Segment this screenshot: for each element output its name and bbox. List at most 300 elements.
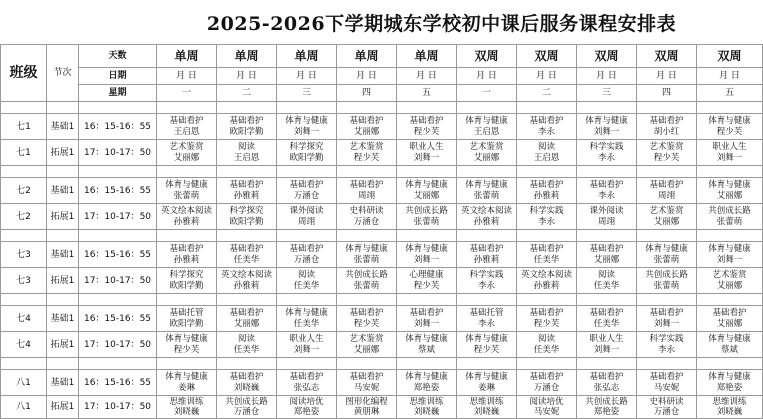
course-name: 基础看护 (409, 308, 444, 318)
weekday-2: 二 (217, 85, 277, 102)
teacher-name: 任美华 (233, 344, 260, 355)
schedule-row (1, 140, 763, 166)
course-name: 阅读 (237, 334, 255, 344)
spacer-cell (157, 294, 217, 306)
course-cell (457, 242, 517, 268)
course-name: 基础看护 (529, 308, 564, 318)
schedule-row (1, 204, 763, 230)
teacher-name: 艾丽娜 (716, 280, 743, 291)
course-name: 艺术鉴赏 (349, 334, 384, 344)
teacher-name: 王启恩 (533, 152, 560, 163)
spacer-cell (47, 294, 79, 306)
teacher-name: 程少芙 (353, 318, 380, 329)
course-cell (457, 370, 517, 396)
spacer-cell (697, 102, 763, 114)
course-cell (157, 268, 217, 294)
weekday-8: 三 (577, 85, 637, 102)
course-cell (157, 114, 217, 140)
teacher-name: 任美华 (533, 344, 560, 355)
spacer-cell (79, 102, 157, 114)
teacher-name: 任美华 (593, 318, 620, 329)
spacer-cell (397, 230, 457, 242)
course-name: 思维训练 (712, 396, 747, 407)
teacher-name: 周翊 (297, 216, 315, 227)
course-name: 史料研读 (349, 206, 384, 216)
date-5: 月 日 (397, 68, 457, 85)
weekday-6: 一 (457, 85, 517, 102)
spacer-cell (517, 230, 577, 242)
group-spacer (1, 166, 763, 178)
course-cell (637, 268, 697, 294)
teacher-name: 张弘志 (593, 382, 620, 393)
course-name: 基础托管 (469, 308, 504, 318)
course-cell (697, 332, 763, 358)
course-name: 体育与健康 (708, 116, 751, 126)
course-cell (517, 242, 577, 268)
weekday-10: 五 (697, 85, 763, 102)
course-name: 基础看护 (289, 244, 324, 254)
group-spacer (1, 294, 763, 306)
teacher-name: 张蕾萌 (173, 190, 200, 201)
course-cell (517, 140, 577, 166)
teacher-name: 程少芙 (173, 344, 200, 355)
course-cell (457, 306, 517, 332)
teacher-name: 艾丽娜 (593, 254, 620, 265)
course-name: 体育与健康 (465, 180, 508, 190)
teacher-name: 程少芙 (716, 126, 743, 137)
teacher-name: 孙雅莉 (233, 190, 260, 201)
teacher-name: 郑艳姿 (716, 382, 743, 393)
spacer-cell (397, 102, 457, 114)
week-type-9: 双周 (637, 45, 697, 68)
course-name: 艺术鉴赏 (349, 142, 384, 152)
course-name: 科学实践 (589, 142, 624, 152)
time-range: 16：15-16：55 (79, 114, 157, 140)
course-cell (637, 242, 697, 268)
course-cell (397, 306, 457, 332)
teacher-name: 欧阳学勤 (289, 152, 324, 163)
course-cell (337, 140, 397, 166)
teacher-name: 刘舞一 (293, 126, 320, 137)
course-name: 基础看护 (589, 308, 624, 318)
course-cell (637, 114, 697, 140)
period-header: 节次 (47, 45, 79, 102)
course-cell (277, 396, 337, 419)
spacer-cell (457, 166, 517, 178)
spacer-cell (337, 294, 397, 306)
teacher-name: 程少芙 (473, 344, 500, 355)
teacher-name: 李永 (477, 318, 495, 329)
course-name: 体育与健康 (585, 116, 628, 126)
course-name: 体育与健康 (165, 334, 208, 344)
course-name: 史料研读 (649, 396, 684, 407)
course-name: 基础看护 (349, 116, 384, 126)
teacher-name: 欧阳学勤 (169, 318, 204, 329)
course-cell (637, 396, 697, 419)
course-name: 基础看护 (229, 244, 264, 254)
weekday-5: 五 (397, 85, 457, 102)
course-name: 共创成长路 (708, 206, 751, 216)
teacher-name: 任美华 (293, 318, 320, 329)
course-name: 艺术鉴赏 (169, 142, 204, 152)
course-cell (157, 332, 217, 358)
spacer-cell (79, 166, 157, 178)
course-cell (277, 114, 337, 140)
course-name: 科学实践 (529, 206, 564, 216)
weekday-3: 三 (277, 85, 337, 102)
spacer-cell (1, 230, 47, 242)
course-name: 体育与健康 (165, 180, 208, 190)
teacher-name: 张蕾萌 (653, 254, 680, 265)
teacher-name: 郑艳姿 (293, 407, 320, 417)
spacer-cell (217, 294, 277, 306)
spacer-cell (337, 230, 397, 242)
course-cell (277, 140, 337, 166)
teacher-name: 万涵仓 (233, 407, 260, 417)
course-cell (517, 306, 577, 332)
class-name: 七3 (1, 242, 47, 268)
teacher-name: 艾丽娜 (173, 152, 200, 163)
teacher-name: 李永 (597, 190, 615, 201)
time-range: 17：10-17：50 (79, 396, 157, 419)
spacer-cell (577, 358, 637, 370)
course-cell (697, 306, 763, 332)
spacer-cell (637, 358, 697, 370)
course-cell (397, 396, 457, 419)
course-cell (397, 204, 457, 230)
course-cell (217, 306, 277, 332)
spacer-cell (637, 166, 697, 178)
course-cell (337, 306, 397, 332)
class-name: 七3 (1, 268, 47, 294)
spacer-cell (157, 166, 217, 178)
week-type-5: 单周 (397, 45, 457, 68)
teacher-name: 孙雅莉 (173, 216, 200, 227)
course-name: 基础托管 (169, 308, 204, 318)
course-name: 职业人生 (712, 142, 747, 152)
course-name: 基础看护 (529, 244, 564, 254)
class-name: 七2 (1, 178, 47, 204)
date-4: 月 日 (337, 68, 397, 85)
course-cell (397, 178, 457, 204)
spacer-cell (217, 230, 277, 242)
course-name: 阅读培优 (289, 396, 324, 407)
teacher-name: 李永 (597, 152, 615, 163)
course-cell (457, 332, 517, 358)
course-name: 体育与健康 (708, 334, 751, 344)
course-cell (697, 268, 763, 294)
course-name: 科学实践 (469, 270, 504, 280)
teacher-name: 万涵仓 (353, 216, 380, 227)
teacher-name: 马安妮 (353, 382, 380, 393)
course-name: 基础看护 (469, 244, 504, 254)
week-type-6: 双周 (457, 45, 517, 68)
course-name: 科学探究 (289, 142, 324, 152)
course-cell (577, 332, 637, 358)
spacer-cell (457, 102, 517, 114)
course-name: 思维训练 (409, 396, 444, 407)
spacer-cell (277, 230, 337, 242)
weekday-7: 二 (517, 85, 577, 102)
course-name: 课外阅读 (589, 206, 624, 216)
spacer-cell (457, 358, 517, 370)
course-name: 基础看护 (529, 180, 564, 190)
course-cell (577, 268, 637, 294)
course-cell (397, 268, 457, 294)
course-cell (697, 178, 763, 204)
spacer-cell (217, 102, 277, 114)
course-name: 艺术鉴赏 (649, 142, 684, 152)
course-name: 体育与健康 (708, 180, 751, 190)
course-name: 基础看护 (229, 372, 264, 382)
course-name: 体育与健康 (645, 244, 688, 254)
teacher-name: 万涵仓 (653, 407, 680, 417)
class-name: 七2 (1, 204, 47, 230)
teacher-name: 艾丽娜 (653, 216, 680, 227)
course-name: 基础看护 (649, 308, 684, 318)
course-name: 体育与健康 (465, 334, 508, 344)
course-name: 艺术鉴赏 (649, 206, 684, 216)
course-name: 思维训练 (469, 396, 504, 407)
teacher-name: 欧阳学勤 (229, 216, 264, 227)
course-name: 体育与健康 (708, 372, 751, 382)
teacher-name: 王启恩 (473, 126, 500, 137)
teacher-name: 张弘志 (293, 382, 320, 393)
course-name: 基础看护 (712, 308, 747, 318)
course-cell (337, 268, 397, 294)
spacer-cell (577, 230, 637, 242)
teacher-name: 孙雅莉 (473, 254, 500, 265)
spacer-cell (47, 166, 79, 178)
course-name: 基础看护 (589, 180, 624, 190)
course-cell (277, 268, 337, 294)
class-name: 八1 (1, 396, 47, 419)
teacher-name: 刘舞一 (716, 152, 743, 163)
course-cell (577, 140, 637, 166)
course-name: 艺术鉴赏 (469, 142, 504, 152)
period-name: 基础1 (47, 114, 79, 140)
course-name: 基础看护 (229, 116, 264, 126)
course-cell (217, 204, 277, 230)
course-name: 体育与健康 (285, 308, 328, 318)
course-name: 阅读 (537, 142, 555, 152)
course-cell (457, 140, 517, 166)
spacer-cell (457, 294, 517, 306)
course-cell (277, 306, 337, 332)
teacher-name: 刘舞一 (413, 254, 440, 265)
period-name: 拓展1 (47, 332, 79, 358)
course-name: 基础看护 (169, 244, 204, 254)
teacher-name: 艾丽娜 (353, 344, 380, 355)
spacer-cell (697, 166, 763, 178)
period-name: 拓展1 (47, 396, 79, 419)
week-type-3: 单周 (277, 45, 337, 68)
course-name: 基础看护 (529, 372, 564, 382)
schedule-row (1, 268, 763, 294)
course-name: 基础看护 (229, 308, 264, 318)
teacher-name: 周翊 (357, 190, 375, 201)
time-range: 16：15-16：55 (79, 370, 157, 396)
class-name: 七1 (1, 140, 47, 166)
course-name: 体育与健康 (708, 244, 751, 254)
course-name: 基础看护 (229, 180, 264, 190)
course-cell (277, 370, 337, 396)
date-10: 月 日 (697, 68, 763, 85)
time-range: 17：10-17：50 (79, 268, 157, 294)
course-name: 阅读培优 (529, 396, 564, 407)
course-cell (517, 370, 577, 396)
course-cell (697, 396, 763, 419)
course-name: 阅读 (297, 270, 315, 280)
period-name: 拓展1 (47, 204, 79, 230)
spacer-cell (217, 166, 277, 178)
teacher-name: 姜琳 (477, 382, 495, 393)
course-cell (637, 306, 697, 332)
teacher-name: 刘舞一 (653, 318, 680, 329)
course-cell (637, 332, 697, 358)
course-name: 体育与健康 (405, 244, 448, 254)
teacher-name: 李永 (537, 216, 555, 227)
date-7: 月 日 (517, 68, 577, 85)
course-cell (517, 114, 577, 140)
spacer-cell (517, 294, 577, 306)
course-cell (517, 396, 577, 419)
teacher-name: 万涵仓 (533, 382, 560, 393)
course-cell (397, 370, 457, 396)
course-name: 阅读 (237, 142, 255, 152)
course-cell (697, 242, 763, 268)
course-name: 体育与健康 (405, 334, 448, 344)
course-name: 共创成长路 (405, 206, 448, 216)
date-3: 月 日 (277, 68, 337, 85)
course-name: 科学探究 (229, 206, 264, 216)
course-name: 共创成长路 (645, 270, 688, 280)
course-name: 阅读 (537, 334, 555, 344)
spacer-cell (277, 294, 337, 306)
course-cell (157, 204, 217, 230)
course-cell (157, 178, 217, 204)
course-cell (217, 114, 277, 140)
course-name: 英文绘本阅读 (220, 270, 272, 280)
teacher-name: 艾丽娜 (473, 152, 500, 163)
course-name: 体育与健康 (285, 116, 328, 126)
course-cell (517, 178, 577, 204)
course-cell (337, 114, 397, 140)
weekday-label: 星期 (79, 85, 157, 102)
teacher-name: 刘舞一 (716, 254, 743, 265)
teacher-name: 程少芙 (653, 152, 680, 163)
teacher-name: 艾丽娜 (716, 190, 743, 201)
course-name: 基础看护 (649, 116, 684, 126)
spacer-cell (277, 358, 337, 370)
course-name: 职业人生 (589, 334, 624, 344)
course-name: 基础看护 (589, 244, 624, 254)
course-name: 基础看护 (409, 116, 444, 126)
teacher-name: 张蕾萌 (653, 280, 680, 291)
teacher-name: 李永 (477, 280, 495, 291)
spacer-cell (637, 294, 697, 306)
course-cell (457, 396, 517, 419)
teacher-name: 艾丽娜 (353, 126, 380, 137)
spacer-cell (1, 294, 47, 306)
course-cell (217, 370, 277, 396)
course-name: 职业人生 (289, 334, 324, 344)
weekday-9: 四 (637, 85, 697, 102)
course-cell (337, 204, 397, 230)
course-cell (217, 140, 277, 166)
class-name: 七4 (1, 332, 47, 358)
course-name: 体育与健康 (465, 116, 508, 126)
spacer-cell (79, 230, 157, 242)
spacer-cell (337, 166, 397, 178)
course-name: 科学探究 (169, 270, 204, 280)
course-cell (457, 178, 517, 204)
schedule-row (1, 306, 763, 332)
schedule-row (1, 332, 763, 358)
course-name: 阅读 (597, 270, 615, 280)
course-name: 英文绘本阅读 (460, 206, 512, 216)
spacer-cell (1, 358, 47, 370)
course-cell (217, 178, 277, 204)
spacer-cell (47, 102, 79, 114)
spacer-cell (157, 358, 217, 370)
course-cell (157, 370, 217, 396)
course-name: 科学实践 (649, 334, 684, 344)
course-cell (397, 140, 457, 166)
course-cell (337, 178, 397, 204)
teacher-name: 黄朋琳 (353, 407, 380, 417)
spacer-cell (397, 166, 457, 178)
spacer-cell (577, 102, 637, 114)
schedule-row (1, 178, 763, 204)
course-cell (577, 306, 637, 332)
weekday-row (1, 85, 763, 102)
teacher-name: 艾丽娜 (716, 318, 743, 329)
time-range: 17：10-17：50 (79, 140, 157, 166)
spacer-cell (577, 166, 637, 178)
course-name: 基础看护 (589, 372, 624, 382)
course-cell (637, 370, 697, 396)
spacer-cell (1, 102, 47, 114)
teacher-name: 艾丽娜 (413, 190, 440, 201)
course-cell (697, 140, 763, 166)
course-name: 体育与健康 (345, 244, 388, 254)
course-name: 基础看护 (349, 180, 384, 190)
course-cell (637, 178, 697, 204)
spacer-cell (577, 294, 637, 306)
group-spacer (1, 102, 763, 114)
teacher-name: 姜琳 (177, 382, 195, 393)
course-cell (517, 332, 577, 358)
weekday-1: 一 (157, 85, 217, 102)
course-name: 职业人生 (409, 142, 444, 152)
course-cell (277, 178, 337, 204)
teacher-name: 孙雅莉 (173, 254, 200, 265)
teacher-name: 程少芙 (533, 318, 560, 329)
schedule-row (1, 396, 763, 419)
course-cell (337, 332, 397, 358)
week-type-1: 单周 (157, 45, 217, 68)
week-type-4: 单周 (337, 45, 397, 68)
teacher-name: 程少芙 (413, 126, 440, 137)
time-range: 17：10-17：50 (79, 332, 157, 358)
time-range: 17：10-17：50 (79, 204, 157, 230)
teacher-name: 王启恩 (233, 152, 260, 163)
course-cell (277, 204, 337, 230)
course-cell (577, 178, 637, 204)
week-type-7: 双周 (517, 45, 577, 68)
teacher-name: 张蕾萌 (413, 216, 440, 227)
